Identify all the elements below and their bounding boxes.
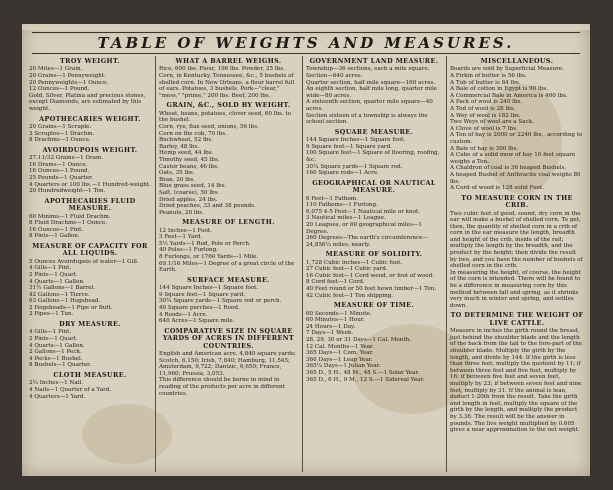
- measure-line: 2 Gallons—1 Peck.: [29, 349, 82, 356]
- section-heading: TO DETERMINE THE WEIGHT OF LIVE CATTLE.: [450, 311, 584, 327]
- measure-line: 20 Grains—1 Pennyweight.: [29, 73, 106, 79]
- section-heading: WHAT A BARREL WEIGHS.: [175, 57, 282, 65]
- measure-line: 60 Seconds—1 Minute.: [306, 310, 372, 317]
- measure-line: 27.11/32 Grains—1 Dram.: [29, 155, 104, 162]
- measure-line: A Pack of wool is 240 lbs.: [450, 99, 523, 106]
- section-heading: DRY MEASURE.: [59, 320, 121, 329]
- measure-line: 2 Hogsheads—1 Pipe or Butt.: [29, 304, 113, 311]
- measure-line: A Ton of hay is 2000 or 2240 lbs., according to custom.: [450, 132, 583, 145]
- section-heading: MEASURE OF TIME.: [333, 301, 415, 310]
- column-2: [155, 56, 301, 472]
- measure-line: Rice, 600 lbs. Flour, 196 lbs. Powder, 25 lbs. Corn, in Kentucky, Tennessee, &c., 5 bushels of shelled corn. In New Orleans, a flour barrel full of ears. Potatoes, 3 bushels. Pork—"clear," "mess," "prime," 200 lbs. Beef, 200 lbs.: [159, 66, 295, 99]
- measure-line: 42 Cubic feet—1 Ton shipping.: [306, 292, 394, 299]
- measure-line: 4 Gills—1 Pint.: [29, 265, 72, 272]
- section-heading: AVOIRDUPOIS WEIGHT.: [42, 145, 138, 154]
- measure-line: 365 D., 6 H., 9 M., 12 S.—1 Sidereal Year.: [306, 376, 425, 383]
- measure-section: [29, 116, 151, 144]
- measure-line: Buckwheat, 52 lbs.: [159, 137, 213, 144]
- measure-line: This difference should be borne in mind in reading of the products per acre in different countries.: [159, 377, 285, 397]
- measure-section: [29, 243, 151, 318]
- measure-line: 31½ Gallons—1 Barrel.: [29, 285, 96, 292]
- measure-line: 30¼ Square yards—1 Square rod.: [306, 163, 403, 170]
- measure-line: Dried apples, 24 lbs.: [159, 196, 218, 203]
- measure-line: 20 Leagues, or 60 geographical miles—1 Degree.: [306, 221, 422, 235]
- measure-line: 5½ Yards—1 Rod, Pole or Perch.: [159, 240, 251, 247]
- measure-line: 8 Fluid Drachms—1 Ounce.: [29, 220, 108, 227]
- section-heading: GRAIN, &C., SOLD BY WEIGHT.: [166, 101, 291, 110]
- measure-section: [159, 102, 298, 216]
- column-3: [302, 56, 445, 472]
- measure-line: Dried peaches, 33 and 38 pounds.: [159, 203, 256, 210]
- measure-line: 640 Acres—1 Square mile.: [159, 318, 235, 325]
- measure-line: 12 Ounces—1 Pound.: [29, 86, 90, 93]
- measure-line: 16 Drams—1 Ounce.: [29, 161, 88, 168]
- measure-line: 360 Degrees—The earth's circumference—24,856¼ miles, nearly.: [306, 235, 429, 248]
- measure-line: 24 Hours—1 Day.: [306, 323, 356, 330]
- measure-line: 2 Pints—1 Quart.: [29, 271, 78, 278]
- measure-line: 4 Gills—1 Pint.: [29, 329, 72, 336]
- measure-line: Wheat, beans, potatoes, clover seed, 60 lbs. to the bushel.: [159, 110, 292, 124]
- measure-section: [306, 302, 442, 383]
- measure-line: 4 Quarters—1 Yard.: [29, 393, 86, 400]
- measure-line: 69.1/16 Miles—1 Degree of a great circle of the Earth.: [159, 260, 295, 274]
- measure-line: 3 Scruples—1 Drachm.: [29, 130, 95, 137]
- measure-line: 1,728 Cubic inches—1 Cubic foot.: [306, 259, 403, 266]
- measure-section: [29, 58, 151, 113]
- measure-line: 5 Ounces Avoirdupois of water—1 Gill.: [29, 258, 139, 265]
- measure-line: 28, 29, 30 or 31 Days—1 Cal. Month.: [306, 337, 412, 344]
- measure-line: Township—36 sections, each a mile square.: [306, 66, 430, 73]
- section-heading: GOVERNMENT LAND MEASURE.: [309, 57, 439, 65]
- measure-line: 4 Roods—1 Acre.: [159, 311, 208, 318]
- measure-line: 2¼ Inches—1 Nail.: [29, 380, 84, 387]
- measure-line: Peanuts, 20 lbs.: [159, 209, 204, 216]
- measure-line: 20 Pennyweights—1 Ounce.: [29, 79, 109, 86]
- measure-line: 40 Square perches—1 Rood.: [159, 305, 240, 312]
- measure-line: 4 Nails—1 Quarter of a Yard.: [29, 387, 112, 394]
- measure-line: 9 Square feet—1 Square yard.: [159, 291, 245, 298]
- measure-line: Two cubic feet of good, sound, dry corn in the ear will make a bushel of shelled corn. To get, then, the quantity of shelled corn in a crib of corn in the ear measure the length, breadth and height of the crib, inside of the rail; multiply the length by the breadth, and the product by the height; then divide the result by two, and you have the number of bushels of shelled corn in the crib.: [450, 210, 583, 270]
- measure-line: In measuring the height, of course, the height of the corn is intended. There will be found to be a difference in measuring corn by this method between fall and spring, as it shrinks very much in winter and spring, and settles down.: [450, 269, 581, 309]
- measure-line: A Firkin of butter is 56 lbs.: [450, 73, 527, 79]
- measure-line: English and American acre, 4,840 square yards; Scotch, 6,150; Irish, 7,840; Hamburg, 11,545; Amsterdam, 9,722; Dantzic, 6,650; France, 11,960; Prussia, 3,053.: [159, 351, 296, 377]
- measure-line: 365 D., 5 H., 48 M., 48 S.—1 Solar Year.: [306, 370, 420, 376]
- measure-line: 12 Inches—1 Foot.: [159, 227, 212, 234]
- measure-line: Hemp seed, 44 lbs.: [159, 150, 214, 157]
- measure-line: 4 Quarts—1 Gallon.: [29, 342, 85, 349]
- section-heading: TO MEASURE CORN IN THE CRIB.: [461, 193, 573, 210]
- section-heading: SQUARE MEASURE.: [334, 127, 414, 136]
- paper-edge-wear: [22, 24, 590, 30]
- measure-line: 4 Quarters or 100 lbs.—1 Hundred-weight.: [29, 181, 151, 188]
- measure-line: 60 Minutes—1 Hour.: [306, 317, 365, 324]
- section-heading: TROY WEIGHT.: [60, 57, 120, 65]
- measure-line: 12 Cal. Months—1 Year.: [306, 343, 374, 350]
- measure-line: A Cord of wood is 128 solid Feet.: [450, 185, 544, 192]
- measure-line: Measure in inches the girth round the breast, just behind the shoulder blade and the length of the back from the tail to the fore-part of the shoulder blade. Multiply the girth by the length, and divide by 144. If the girth is less than three feet, multiply the quotient by 11; if between three feet and five feet, multiply by 16; if between five feet and seven feet, multiply by 23; if between seven feet and nine feet, multiply by 31. If the animal is lean, deduct 1-20th from the result. Take the girth and length in feet, multiply the square of the girth by the length, and multiply the product by 3.36. The result will be the answer in pounds. The live weight multiplied by 0.605 gives a near approximation to the net weight.: [450, 328, 583, 434]
- measure-line: 365¼ Days—1 Julian Year.: [306, 363, 381, 370]
- page-title: TABLE OF WEIGHTS AND MEASURES.: [32, 32, 580, 54]
- section-heading: MISCELLANEOUS.: [480, 57, 554, 65]
- measure-line: 20 Mites—1 Grain.: [29, 66, 83, 73]
- measure-line: 8 Pints—1 Gallon.: [29, 233, 80, 240]
- measure-line: Section sixteen of a township is always the school section.: [306, 112, 428, 126]
- measure-line: 40 Poles—1 Furlong.: [159, 247, 218, 254]
- measure-line: Salt, (coarse), 50 lbs.: [159, 189, 220, 196]
- measure-line: Corn on the cob, 70 lbs.: [159, 130, 227, 137]
- measure-line: 8 Furlongs, or 1760 Yards—1 Mile.: [159, 254, 259, 261]
- measure-line: Bran, 20 lbs.: [159, 176, 196, 183]
- measure-line: A Cube of a solid mow of hay 10 feet square weighs a Ton.: [450, 152, 576, 165]
- section-heading: COMPARATIVE SIZE IN SQUARE YARDS OF ACRES IN DIFFERENT COUNTRIES.: [162, 326, 295, 350]
- measure-line: 16 Cubic feet—1 Cord wood, or foot of wood.: [306, 272, 435, 279]
- measure-line: 60 Minims—1 Fluid Drachm.: [29, 213, 111, 220]
- measure-line: 8 Bushels—1 Quarter.: [29, 362, 92, 369]
- measure-line: Timothy seed, 45 lbs.: [159, 156, 220, 163]
- measure-line: 20 Hundredweight—1 Ton.: [29, 188, 106, 195]
- measure-line: Boards are sold by Superficial Measure.: [450, 66, 564, 73]
- measure-line: 366 Days—1 Leap Year.: [306, 356, 373, 363]
- measure-section: [306, 129, 442, 177]
- section-heading: APOTHECARIES WEIGHT.: [39, 114, 141, 123]
- measure-line: 160 Square rods—1 Acre.: [306, 170, 379, 177]
- column-4: [446, 56, 587, 472]
- measure-line: 365 Days—1 Com. Year.: [306, 350, 374, 357]
- measure-line: 7 Days—1 Week.: [306, 330, 354, 337]
- measure-line: Section—640 acres.: [306, 73, 363, 79]
- measure-section: [29, 321, 151, 369]
- weights-measures-sheet: [22, 24, 590, 476]
- measure-line: 110 Fathoms—1 Furlong.: [306, 202, 378, 209]
- measure-line: Blue grass seed, 14 lbs.: [159, 183, 227, 190]
- measure-line: An eighth section, half mile long, quarter mile wide—80 acres.: [306, 86, 438, 99]
- measure-line: 16 Ounces—1 Pound.: [29, 168, 90, 175]
- measure-line: 16 Ounces—1 Pint.: [29, 226, 84, 233]
- measure-line: A sixteenth section, quarter mile square—40 acres.: [306, 99, 433, 112]
- measure-line: 9 Square feet—1 Square yard.: [306, 143, 392, 150]
- measure-line: 42 Gallons—1 Tierce.: [29, 291, 90, 298]
- measure-line: A Bale of cotton in Egypt is 90 lbs.: [450, 86, 549, 93]
- measure-line: 4 Pecks—1 Bushel.: [29, 355, 83, 362]
- column-1: [26, 56, 154, 472]
- measure-line: 4 Quarts—1 Gallon.: [29, 278, 85, 285]
- measure-line: Castor beans, 46 lbs.: [159, 163, 219, 170]
- measure-section: [450, 312, 584, 433]
- measure-line: 6,075 4-5 Feet—1 Nautical mile or knot.: [306, 208, 421, 215]
- measure-line: A heaped Bushel of Anthracite coal weighs 80 lbs.: [450, 171, 581, 185]
- section-heading: SURFACE MEASURE.: [187, 275, 270, 284]
- measure-line: A Tub of butter is 84 lbs.: [450, 79, 521, 86]
- measure-line: 2 Pints—1 Quart.: [29, 336, 78, 343]
- measure-line: 63 Gallons—1 Hogshead.: [29, 298, 101, 305]
- measure-section: [159, 58, 298, 99]
- measure-line: A Bale of hay is 300 lbs.: [450, 145, 519, 152]
- measure-section: [29, 372, 151, 400]
- measure-line: Oats, 35 lbs.: [159, 170, 195, 177]
- measure-line: A Clove of wool is 7 lbs.: [450, 125, 518, 132]
- measure-section: [450, 58, 584, 192]
- section-heading: MEASURE OF LENGTH.: [182, 218, 275, 227]
- measure-line: 2 Pipes—1 Tun.: [29, 311, 74, 318]
- measure-line: 30¼ Square yards—1 Square rod or perch.: [159, 298, 282, 305]
- measure-line: 100 Square feet—1 Square of flooring, roofing, &c.: [306, 150, 440, 163]
- measure-line: 144 Square Inches—1 Square foot.: [306, 137, 406, 144]
- measure-section: [306, 180, 442, 249]
- measure-line: Gold, Silver, Platina and precious stones, except Diamonds, are estimated by this weight.: [29, 92, 146, 112]
- measure-line: 3 Nautical miles—1 League.: [306, 215, 386, 222]
- section-heading: APOTHECARIES FLUID MEASURE.: [44, 196, 136, 213]
- measure-section: [29, 147, 151, 195]
- measure-line: 3 Feet—1 Yard.: [159, 234, 203, 241]
- measure-line: Barley, 48 lbs.: [159, 143, 200, 150]
- section-heading: MEASURE OF CAPACITY FOR ALL LIQUIDS.: [32, 241, 148, 258]
- section-heading: CLOTH MEASURE.: [53, 371, 127, 380]
- measure-line: Corn, rye, flax seed, onions, 56 lbs.: [159, 123, 259, 130]
- measure-line: Quarter section, half mile square—160 acres.: [306, 79, 436, 86]
- measure-line: Two Weys of wool are a Sack.: [450, 119, 534, 126]
- measure-line: A Wey of wool is 182 lbs.: [450, 112, 521, 119]
- section-heading: GEOGRAPHICAL OR NAUTICAL MEASURE.: [312, 178, 436, 195]
- measure-section: [159, 219, 298, 274]
- measure-line: 6 Feet—1 Fathom.: [306, 195, 358, 202]
- measure-line: 144 Square Inches—1 Square foot.: [159, 285, 259, 292]
- measure-section: [306, 251, 442, 299]
- measure-line: 25 Pounds—1 Quarter.: [29, 174, 93, 181]
- measure-line: A Commercial Bale in America is 400 lbs.: [450, 92, 568, 99]
- measure-section: [159, 277, 298, 325]
- measure-section: [29, 198, 151, 240]
- measure-section: [159, 328, 298, 397]
- measure-line: A Chaldron of coal is 36 heaped Bushels.: [450, 165, 567, 172]
- measure-line: 8 Drachms—1 Ounce.: [29, 137, 91, 144]
- section-heading: MEASURE OF SOLIDITY.: [325, 250, 423, 259]
- measure-line: 20 Grains—1 Scruple.: [29, 123, 92, 130]
- measure-line: 40 Feet round or 50 feet hewn timber—1 Ton.: [306, 286, 437, 293]
- measure-section: [450, 195, 584, 310]
- measure-line: A Tod of wool is 28 lbs.: [450, 105, 516, 112]
- measure-section: [306, 58, 442, 126]
- measure-line: 8 Cord feet—1 Cord.: [306, 279, 365, 286]
- measure-line: 27 Cubic feet—1 Cubic yard.: [306, 266, 388, 273]
